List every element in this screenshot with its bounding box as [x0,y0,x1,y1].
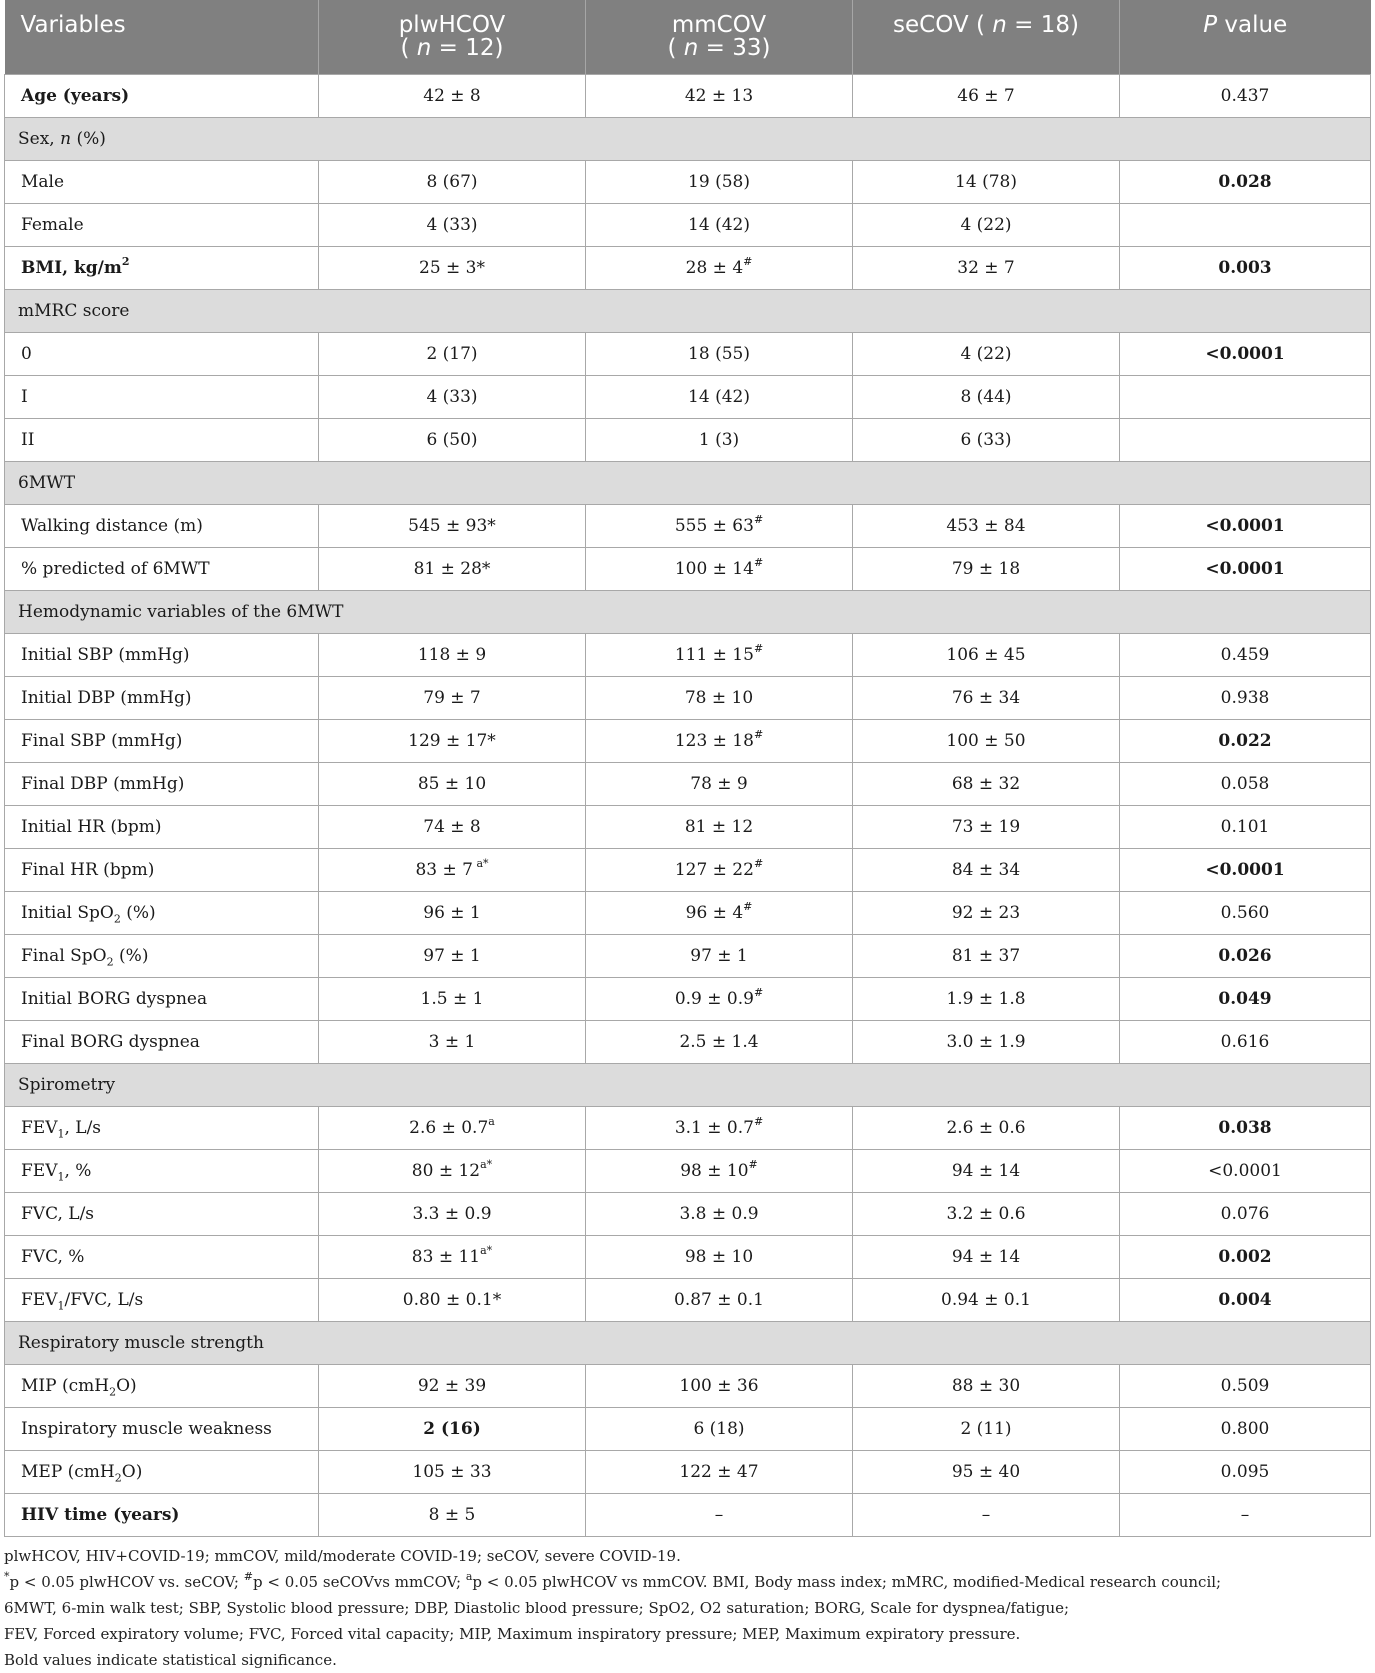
table-row [5,849,1371,892]
row-label: Inspiratory muscle weakness [5,1408,319,1451]
value-cell: 4 (33) [319,204,586,247]
row-label: Final BORG dyspnea [5,1021,319,1064]
p-value-cell: 0.938 [1120,677,1371,720]
table-row [5,505,1371,548]
table-row [5,75,1371,118]
row-label: Initial BORG dyspnea [5,978,319,1021]
value-cell: 14 (78) [853,161,1120,204]
section-label: mMRC score [5,290,1371,333]
table-header [5,0,1371,75]
value-cell: 2.5 ± 1.4 [586,1021,853,1064]
table-row [5,634,1371,677]
p-value-cell [1120,376,1371,419]
table-row [5,720,1371,763]
table-row [5,376,1371,419]
table-row [5,935,1371,978]
value-cell: 100 ± 50 [853,720,1120,763]
value-cell: 127 ± 22# [586,849,853,892]
value-cell: 95 ± 40 [853,1451,1120,1494]
value-cell: – [586,1494,853,1537]
value-cell: 74 ± 8 [319,806,586,849]
value-cell: 32 ± 7 [853,247,1120,290]
value-cell: 83 ± 7 $^{a*}$ [319,849,586,892]
value-cell: 6 (50) [319,419,586,462]
table-row [5,1451,1371,1494]
section-label: Respiratory muscle strength [5,1322,1371,1365]
row-label: MEP (cmH$_2$O) [5,1451,319,1494]
p-value-cell: – [1120,1494,1371,1537]
results-table [4,0,1371,1537]
table-row [5,204,1371,247]
table-row [5,548,1371,591]
p-value-cell: 0.095 [1120,1451,1371,1494]
value-cell: 81 ± 28* [319,548,586,591]
column-header-label: seCOV ( n = 18) [893,12,1079,38]
table-body [5,75,1371,1537]
p-value-cell: 0.038 [1120,1107,1371,1150]
value-cell: 88 ± 30 [853,1365,1120,1408]
table-row [5,1150,1371,1193]
value-cell: 106 ± 45 [853,634,1120,677]
section-row [5,118,1371,161]
value-cell: 94 ± 14 [853,1150,1120,1193]
p-value-cell: 0.076 [1120,1193,1371,1236]
footnote-line: plwHCOV, HIV+COVID-19; mmCOV, mild/moderate COVID-19; seCOV, severe COVID-19. [4,1547,681,1565]
group-size: ( n = 33) [667,35,771,61]
value-cell: 100 ± 36 [586,1365,853,1408]
value-cell: 0.94 ± 0.1 [853,1279,1120,1322]
value-cell: 545 ± 93* [319,505,586,548]
section-row [5,591,1371,634]
value-cell: 19 (58) [586,161,853,204]
p-value-cell: <0.0001 [1120,548,1371,591]
p-value-cell: 0.459 [1120,634,1371,677]
footnote-line: Bold values indicate statistical significance. [4,1651,337,1669]
p-value-cell: <0.0001 [1120,505,1371,548]
value-cell: 100 ± 14# [586,548,853,591]
row-label: Initial HR (bpm) [5,806,319,849]
p-value-cell: 0.022 [1120,720,1371,763]
value-cell: 97 ± 1 [319,935,586,978]
value-cell: 453 ± 84 [853,505,1120,548]
table-row [5,1279,1371,1322]
value-cell: $83 \pm 11^{a*}$ [319,1236,586,1279]
value-cell: 79 ± 18 [853,548,1120,591]
value-cell: 14 (42) [586,204,853,247]
table-row [5,247,1371,290]
row-label: Walking distance (m) [5,505,319,548]
p-value-cell: 0.028 [1120,161,1371,204]
row-label: Initial SBP (mmHg) [5,634,319,677]
group-size: ( n = 12) [400,35,504,61]
row-label: Male [5,161,319,204]
value-cell: 6 (18) [586,1408,853,1451]
value-cell: 0.9 ± 0.9# [586,978,853,1021]
value-cell: $80 \pm 12^{a*}$ [319,1150,586,1193]
value-cell: 2 (11) [853,1408,1120,1451]
column-header [586,0,853,75]
p-value-cell: 0.101 [1120,806,1371,849]
value-cell: 8 ± 5 [319,1494,586,1537]
value-cell: 111 ± 15# [586,634,853,677]
row-label: FVC, % [5,1236,319,1279]
section-label: Hemodynamic variables of the 6MWT [5,591,1371,634]
value-cell: 129 ± 17* [319,720,586,763]
row-label: % predicted of 6MWT [5,548,319,591]
value-cell: 28 ± 4# [586,247,853,290]
section-label: 6MWT [5,462,1371,505]
value-cell: 14 (42) [586,376,853,419]
value-cell: 94 ± 14 [853,1236,1120,1279]
row-label: Final SpO$_2$ (%) [5,935,319,978]
table-row [5,1236,1371,1279]
section-row [5,1064,1371,1107]
value-cell: 78 ± 10 [586,677,853,720]
footnote-line: 6MWT, 6-min walk test; SBP, Systolic blood pressure; DBP, Diastolic blood pressure; SpO2, O2 saturation; BORG, Scale for dyspnea/fatigue; [4,1599,1070,1617]
value-cell: 81 ± 37 [853,935,1120,978]
value-cell: 8 (44) [853,376,1120,419]
value-cell: 2.6 ± 0.6 [853,1107,1120,1150]
value-cell: 46 ± 7 [853,75,1120,118]
value-cell: 78 ± 9 [586,763,853,806]
table-row [5,892,1371,935]
row-label: I [5,376,319,419]
p-value-cell: 0.026 [1120,935,1371,978]
column-header [5,0,319,75]
p-value-cell [1120,204,1371,247]
row-label: 0 [5,333,319,376]
column-header-label: plwHCOV ( n = 12) [398,12,506,61]
table-container [4,0,1370,1673]
value-cell: 85 ± 10 [319,763,586,806]
row-label: Initial DBP (mmHg) [5,677,319,720]
p-value-cell: 0.049 [1120,978,1371,1021]
p-value-cell: 0.003 [1120,247,1371,290]
value-cell: 96 ± 1 [319,892,586,935]
p-value-cell: 0.616 [1120,1021,1371,1064]
p-value-cell: <0.0001 [1120,1150,1371,1193]
row-label: BMI, $kg/m^2$ [5,247,319,290]
p-value-cell: <0.0001 [1120,333,1371,376]
value-cell: 96 ± 4# [586,892,853,935]
row-label: $FEV_1$/FVC, L/s [5,1279,319,1322]
section-label: Sex, n (%) [5,118,1371,161]
column-header [853,0,1120,75]
footnote-line: FEV, Forced expiratory volume; FVC, Forced vital capacity; MIP, Maximum inspiratory pressure; MEP, Maximum expiratory pressure. [4,1625,1021,1643]
table-row [5,1408,1371,1451]
p-value-cell: 0.509 [1120,1365,1371,1408]
value-cell: 68 ± 32 [853,763,1120,806]
column-header-label: Variables [20,12,126,38]
value-cell: 73 ± 19 [853,806,1120,849]
table-row [5,1365,1371,1408]
row-label: MIP (cmH$_2$O) [5,1365,319,1408]
value-cell: 1 (3) [586,419,853,462]
value-cell: 84 ± 34 [853,849,1120,892]
table-row [5,806,1371,849]
value-cell: 0.87 ± 0.1 [586,1279,853,1322]
value-cell: 97 ± 1 [586,935,853,978]
row-label: Age (years) [5,75,319,118]
column-header-label: P value [1203,12,1288,38]
table-row [5,1107,1371,1150]
value-cell: 3.0 ± 1.9 [853,1021,1120,1064]
table-row [5,1021,1371,1064]
p-value-cell: 0.560 [1120,892,1371,935]
table-row [5,1494,1371,1537]
value-cell: 4 (22) [853,204,1120,247]
value-cell: 3.3 ± 0.9 [319,1193,586,1236]
p-letter: P [1203,12,1218,38]
value-cell: 1.5 ± 1 [319,978,586,1021]
row-label: HIV time (years) [5,1494,319,1537]
column-header-label: mmCOV ( n = 33) [667,12,771,61]
row-label: Final SBP (mmHg) [5,720,319,763]
table-row [5,1193,1371,1236]
p-value-cell: 0.002 [1120,1236,1371,1279]
value-cell: 3.8 ± 0.9 [586,1193,853,1236]
value-cell: 3 ± 1 [319,1021,586,1064]
p-value-cell: <0.0001 [1120,849,1371,892]
value-cell: 1.9 ± 1.8 [853,978,1120,1021]
value-cell: 76 ± 34 [853,677,1120,720]
group-size: n = 18) [992,12,1079,38]
footnote-line: *p < 0.05 plwHCOV vs. seCOV; #p < 0.05 seCOVvs mmCOV; $^a$p < 0.05 plwHCOV vs mmCOV. BMI, Body mass index; mMRC, modified-Medical research council; [4,1570,1222,1591]
table-row [5,419,1371,462]
table-row [5,333,1371,376]
column-header [1120,0,1371,75]
row-label: $FEV_1$, L/s [5,1107,319,1150]
table-footnotes [4,1543,1370,1673]
row-label: Final HR (bpm) [5,849,319,892]
value-cell: 118 ± 9 [319,634,586,677]
p-value-cell: 0.058 [1120,763,1371,806]
section-label: Spirometry [5,1064,1371,1107]
value-cell: 6 (33) [853,419,1120,462]
section-row [5,290,1371,333]
p-value-cell: 0.437 [1120,75,1371,118]
value-cell: 3.2 ± 0.6 [853,1193,1120,1236]
section-row [5,1322,1371,1365]
value-cell: 0.80 ± 0.1* [319,1279,586,1322]
value-cell: 98 ± 10 [586,1236,853,1279]
value-cell: 123 ± 18# [586,720,853,763]
value-cell: 555 ± 63# [586,505,853,548]
value-cell: 105 ± 33 [319,1451,586,1494]
value-cell: 122 ± 47 [586,1451,853,1494]
value-cell: 79 ± 7 [319,677,586,720]
value-cell: 42 ± 13 [586,75,853,118]
row-label: FVC, L/s [5,1193,319,1236]
row-label: Initial SpO$_2$ (%) [5,892,319,935]
value-cell: 2 (16) [319,1408,586,1451]
row-label: II [5,419,319,462]
p-value-cell: 0.800 [1120,1408,1371,1451]
p-value-cell [1120,419,1371,462]
value-cell: 8 (67) [319,161,586,204]
row-label: $FEV_1$, % [5,1150,319,1193]
table-row [5,763,1371,806]
value-cell: 81 ± 12 [586,806,853,849]
section-row [5,462,1371,505]
value-cell: 2.6 ± 0.7$^a$ [319,1107,586,1150]
table-row [5,978,1371,1021]
table-row [5,677,1371,720]
p-value-cell: 0.004 [1120,1279,1371,1322]
value-cell: 4 (22) [853,333,1120,376]
value-cell: 92 ± 23 [853,892,1120,935]
value-cell: 98 ± 10# [586,1150,853,1193]
value-cell: 25 ± 3* [319,247,586,290]
column-header [319,0,586,75]
value-cell: 4 (33) [319,376,586,419]
value-cell: 42 ± 8 [319,75,586,118]
header-row [5,0,1371,75]
row-label: Final DBP (mmHg) [5,763,319,806]
value-cell: – [853,1494,1120,1537]
table-row [5,161,1371,204]
row-label: Female [5,204,319,247]
value-cell: 92 ± 39 [319,1365,586,1408]
value-cell: 3.1 ± 0.7# [586,1107,853,1150]
value-cell: 18 (55) [586,333,853,376]
value-cell: 2 (17) [319,333,586,376]
